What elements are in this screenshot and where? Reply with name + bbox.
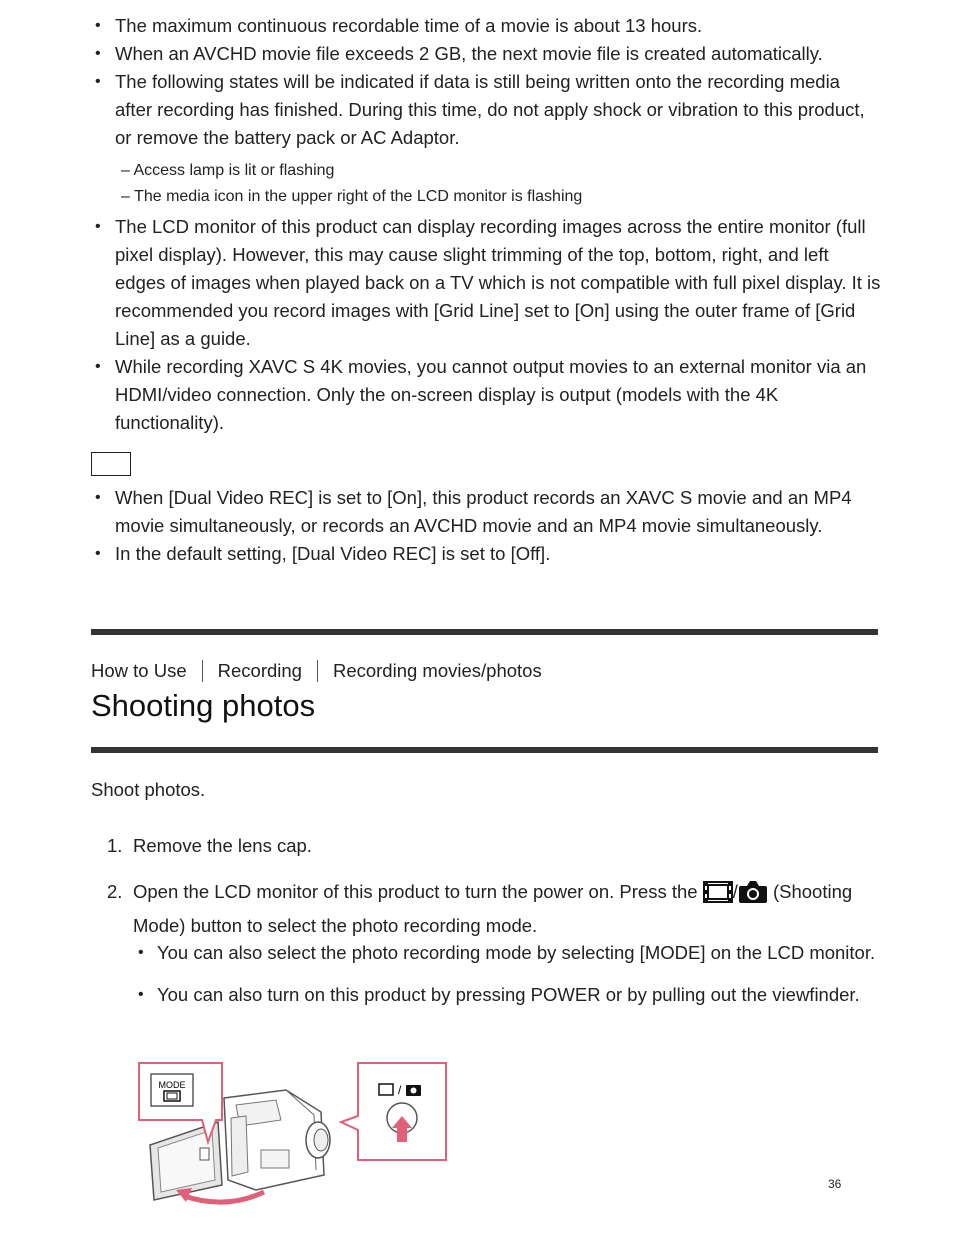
- breadcrumb-recording-movies-photos[interactable]: Recording movies/photos: [332, 660, 542, 681]
- step-number: 2.: [107, 881, 123, 902]
- breadcrumb-separator: [202, 660, 203, 682]
- list-item: • When an AVCHD movie file exceeds 2 GB, the next movie file is created automatically.: [91, 40, 881, 68]
- list-item: • You can also select the photo recording mode by selecting [MODE] on the LCD monitor.: [135, 939, 880, 967]
- bullet-list-top: [91, 12, 881, 152]
- svg-text:/: /: [398, 1083, 402, 1097]
- step-1: [107, 832, 877, 860]
- step-number: 1.: [107, 835, 123, 856]
- list-item: – Access lamp is lit or flashing: [121, 162, 335, 179]
- bullet-list-mid: [91, 213, 881, 437]
- step-2: [107, 878, 877, 940]
- step-text-before: Open the LCD monitor of this product to turn the power on. Press the: [133, 881, 698, 902]
- list-item: • The maximum continuous recordable time of a movie is about 13 hours.: [91, 12, 881, 40]
- camera-icon: [738, 880, 768, 912]
- step-2-bullets: [135, 939, 880, 1009]
- list-item: – The media icon in the upper right of the LCD monitor is flashing: [121, 188, 583, 205]
- breadcrumb-how-to-use[interactable]: How to Use: [91, 660, 187, 681]
- list-item: • While recording XAVC S 4K movies, you cannot output movies to an external monitor via an HDMI/video connection. Only the on-screen display is output (models with the 4K functionality).: [91, 353, 881, 437]
- breadcrumb-recording[interactable]: Recording: [217, 660, 302, 681]
- list-item: • In the default setting, [Dual Video REC] is set to [Off].: [91, 540, 881, 568]
- intro-text: Shoot photos.: [91, 779, 206, 800]
- step-text: Remove the lens cap.: [133, 835, 312, 856]
- camcorder-illustration: [136, 1060, 451, 1210]
- mode-label: MODE: [158, 1080, 186, 1090]
- film-icon: [703, 880, 733, 912]
- dash-list: [121, 158, 821, 210]
- list-item: • The following states will be indicated if data is still being written onto the recording media after recording has finished. During this time, do not apply shock or vibration to this product, or remove the battery pack or AC Adaptor.: [91, 68, 881, 152]
- page-title: Shooting photos: [91, 688, 316, 723]
- step-text-after: (Shooting Mode) button to select the photo recording mode.: [133, 881, 853, 936]
- icon-slash: /: [732, 881, 738, 902]
- section-divider-bottom: [91, 747, 878, 753]
- bullet-list-note: [91, 484, 881, 568]
- section-divider-top: [91, 629, 878, 635]
- step-text: [133, 878, 877, 940]
- list-item: • You can also turn on this product by pressing POWER or by pulling out the viewfinder.: [135, 981, 880, 1009]
- list-item: • When [Dual Video REC] is set to [On], this product records an XAVC S movie and an MP4 movie simultaneously, or records an AVCHD movie and an MP4 movie simultaneously.: [91, 484, 881, 540]
- breadcrumb-separator: [317, 660, 318, 682]
- breadcrumb: [91, 659, 542, 683]
- note-box: [91, 452, 131, 476]
- list-item: • The LCD monitor of this product can display recording images across the entire monitor (full pixel display). However, this may cause slight trimming of the top, bottom, right, and left edges of images when played back on a TV which is not compatible with full pixel display. It is recommended you record images with [Grid Line] set to [On] using the outer frame of [Grid Line] as a guide.: [91, 213, 881, 353]
- page-number: 36: [828, 1177, 842, 1191]
